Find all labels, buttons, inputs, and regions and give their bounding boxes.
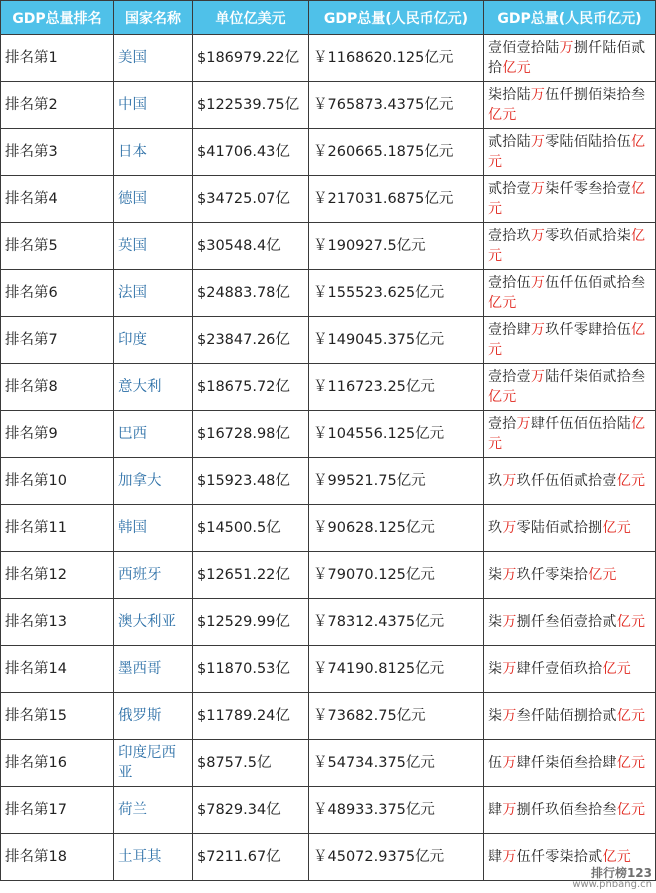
table-row [1,364,656,411]
cn-pre: 壹拾壹 [488,369,531,385]
rank-cell: 排名第17 [1,787,114,834]
cn-post: 捌仟玖佰叁拾叁 [516,802,617,818]
table-row [1,599,656,646]
cny-cell: ￥149045.375亿元 [309,317,484,364]
cny-cell: ￥79070.125亿元 [309,552,484,599]
usd-cell: $8757.5亿 [193,740,309,787]
yiyuan-suffix: 亿元 [616,708,646,724]
yiyuan-suffix: 亿元 [488,322,646,358]
wan-char: 万 [502,473,517,489]
table-row [1,129,656,176]
cn-post: 肆仟柒佰叁拾肆 [516,755,617,771]
yiyuan-suffix: 亿元 [616,755,646,771]
yiyuan-suffix: 亿元 [488,389,517,405]
country-cell: 澳大利亚 [114,599,193,646]
cny-chinese-cell [484,270,656,317]
country-cell: 西班牙 [114,552,193,599]
cny-chinese-cell [484,599,656,646]
cn-pre: 柒拾陆 [488,87,531,103]
country-cell: 中国 [114,82,193,129]
rank-cell: 排名第14 [1,646,114,693]
cny-cell: ￥217031.6875亿元 [309,176,484,223]
country-cell: 印度尼西亚 [114,740,193,787]
header-rank: GDP总量排名 [1,1,114,35]
rank-cell: 排名第6 [1,270,114,317]
country-cell: 土耳其 [114,834,193,881]
cn-post: 玖仟伍佰贰拾壹 [516,473,617,489]
yiyuan-suffix: 亿元 [488,134,646,170]
table-row [1,458,656,505]
usd-cell: $41706.43亿 [193,129,309,176]
cny-chinese-cell [484,82,656,129]
cn-pre: 壹拾伍 [488,275,531,291]
wan-char: 万 [530,369,546,385]
cny-cell: ￥190927.5亿元 [309,223,484,270]
wan-char: 万 [530,134,546,150]
wan-char: 万 [502,614,517,630]
country-cell: 美国 [114,35,193,82]
usd-cell: $11789.24亿 [193,693,309,740]
cny-chinese-cell [484,411,656,458]
table-row [1,834,656,881]
wan-char: 万 [502,755,517,771]
cny-cell: ￥155523.625亿元 [309,270,484,317]
cny-chinese-cell [484,364,656,411]
usd-cell: $16728.98亿 [193,411,309,458]
table-row [1,787,656,834]
rank-cell: 排名第16 [1,740,114,787]
rank-cell: 排名第10 [1,458,114,505]
usd-cell: $7829.34亿 [193,787,309,834]
cn-pre: 柒 [488,567,503,583]
wan-char: 万 [502,661,517,677]
wan-char: 万 [530,275,546,291]
cn-post: 伍仟捌佰柒拾叁 [545,87,646,103]
cny-chinese-cell [484,317,656,364]
cn-pre: 壹拾玖 [488,228,531,244]
rank-cell: 排名第12 [1,552,114,599]
header-cny-chinese: GDP总量(人民币亿元) [484,1,656,35]
cn-post: 肆仟壹佰玖拾 [516,661,603,677]
cny-cell: ￥45072.9375亿元 [309,834,484,881]
cny-cell: ￥48933.375亿元 [309,787,484,834]
table-row [1,176,656,223]
rank-cell: 排名第5 [1,223,114,270]
usd-cell: $18675.72亿 [193,364,309,411]
cny-cell: ￥78312.4375亿元 [309,599,484,646]
cn-pre: 壹拾 [488,416,517,432]
usd-cell: $122539.75亿 [193,82,309,129]
cn-post: 肆仟伍佰伍拾陆 [530,416,632,432]
wan-char: 万 [530,228,546,244]
yiyuan-suffix: 亿元 [488,228,646,264]
usd-cell: $30548.4亿 [193,223,309,270]
wan-char: 万 [502,520,517,536]
country-cell: 德国 [114,176,193,223]
rank-cell: 排名第11 [1,505,114,552]
table-row [1,317,656,364]
wan-char: 万 [502,567,517,583]
cn-pre: 壹佰壹拾陆 [488,40,560,56]
wan-char: 万 [530,322,546,338]
cny-cell: ￥1168620.125亿元 [309,35,484,82]
cn-post: 捌仟叁佰壹拾贰 [516,614,617,630]
cny-chinese-cell [484,35,656,82]
table-row [1,35,656,82]
cn-pre: 玖 [488,473,503,489]
wan-char: 万 [530,181,546,197]
header-country: 国家名称 [114,1,193,35]
rank-cell: 排名第15 [1,693,114,740]
rank-cell: 排名第4 [1,176,114,223]
watermark-url: www.phbang.cn [572,879,652,890]
table-row [1,270,656,317]
yiyuan-suffix: 亿元 [602,849,632,865]
country-cell: 英国 [114,223,193,270]
usd-cell: $34725.07亿 [193,176,309,223]
yiyuan-suffix: 亿元 [488,181,646,217]
yiyuan-suffix: 亿元 [488,295,517,311]
cny-chinese-cell [484,458,656,505]
cny-cell: ￥116723.25亿元 [309,364,484,411]
country-cell: 墨西哥 [114,646,193,693]
cny-chinese-cell [484,740,656,787]
rank-cell: 排名第7 [1,317,114,364]
cn-post: 伍仟伍佰贰拾叁 [545,275,646,291]
cny-chinese-cell [484,223,656,270]
table-row [1,552,656,599]
yiyuan-suffix: 亿元 [502,60,531,76]
cn-pre: 肆 [488,849,503,865]
country-cell: 日本 [114,129,193,176]
header-usd: 单位亿美元 [193,1,309,35]
cny-chinese-cell [484,693,656,740]
cny-cell: ￥260665.1875亿元 [309,129,484,176]
cny-cell: ￥74190.8125亿元 [309,646,484,693]
country-cell: 意大利 [114,364,193,411]
country-cell: 印度 [114,317,193,364]
cny-chinese-cell [484,552,656,599]
country-cell: 加拿大 [114,458,193,505]
cn-pre: 贰拾陆 [488,134,531,150]
usd-cell: $11870.53亿 [193,646,309,693]
rank-cell: 排名第8 [1,364,114,411]
cny-chinese-cell [484,646,656,693]
cn-pre: 伍 [488,755,503,771]
wan-char: 万 [502,802,517,818]
watermark-logo: 排行榜123 [590,866,652,880]
table-row [1,646,656,693]
cny-cell: ￥54734.375亿元 [309,740,484,787]
yiyuan-suffix: 亿元 [616,473,646,489]
cn-post: 玖仟零柒拾 [516,567,589,583]
cn-post: 零陆佰陆拾伍 [545,134,632,150]
yiyuan-suffix: 亿元 [616,614,646,630]
cn-pre: 柒 [488,614,503,630]
cny-chinese-cell [484,176,656,223]
country-cell: 荷兰 [114,787,193,834]
cny-chinese-cell [484,129,656,176]
rank-cell: 排名第9 [1,411,114,458]
usd-cell: $14500.5亿 [193,505,309,552]
table-row [1,411,656,458]
yiyuan-suffix: 亿元 [588,567,617,583]
usd-cell: $186979.22亿 [193,35,309,82]
table-row [1,505,656,552]
cny-cell: ￥73682.75亿元 [309,693,484,740]
usd-cell: $12651.22亿 [193,552,309,599]
yiyuan-suffix: 亿元 [602,520,632,536]
table-row [1,82,656,129]
country-cell: 俄罗斯 [114,693,193,740]
yiyuan-suffix: 亿元 [488,107,517,123]
wan-char: 万 [502,708,517,724]
header-row [1,1,656,35]
cn-post: 玖仟零肆拾伍 [545,322,632,338]
cny-cell: ￥104556.125亿元 [309,411,484,458]
header-cny: GDP总量(人民币亿元) [309,1,484,35]
wan-char: 万 [516,416,531,432]
rank-cell: 排名第1 [1,35,114,82]
yiyuan-suffix: 亿元 [602,661,632,677]
cny-cell: ￥90628.125亿元 [309,505,484,552]
yiyuan-suffix: 亿元 [488,416,646,452]
cn-post: 叁仟陆佰捌拾贰 [516,708,617,724]
usd-cell: $12529.99亿 [193,599,309,646]
cn-post: 零玖佰贰拾柒 [545,228,632,244]
wan-char: 万 [530,87,546,103]
cn-pre: 贰拾壹 [488,181,531,197]
cny-cell: ￥99521.75亿元 [309,458,484,505]
table-row [1,693,656,740]
table-row [1,223,656,270]
cn-pre: 柒 [488,708,503,724]
cn-pre: 柒 [488,661,503,677]
cn-pre: 壹拾肆 [488,322,531,338]
yiyuan-suffix: 亿元 [616,802,646,818]
rank-cell: 排名第2 [1,82,114,129]
cn-post: 伍仟零柒拾贰 [516,849,603,865]
cn-post: 陆仟柒佰贰拾叁 [545,369,646,385]
usd-cell: $7211.67亿 [193,834,309,881]
wan-char: 万 [502,849,517,865]
country-cell: 法国 [114,270,193,317]
country-cell: 巴西 [114,411,193,458]
usd-cell: $15923.48亿 [193,458,309,505]
watermark [572,867,652,891]
cny-cell: ￥765873.4375亿元 [309,82,484,129]
country-cell: 韩国 [114,505,193,552]
cn-pre: 玖 [488,520,503,536]
table-row [1,740,656,787]
cn-post: 零陆佰贰拾捌 [516,520,603,536]
rank-cell: 排名第3 [1,129,114,176]
cn-post: 柒仟零叁拾壹 [545,181,632,197]
rank-cell: 排名第18 [1,834,114,881]
usd-cell: $23847.26亿 [193,317,309,364]
cn-pre: 肆 [488,802,503,818]
wan-char: 万 [559,40,574,56]
cn-post: 捌仟陆佰贰拾 [488,40,646,76]
rank-cell: 排名第13 [1,599,114,646]
usd-cell: $24883.78亿 [193,270,309,317]
cny-chinese-cell [484,787,656,834]
cny-chinese-cell [484,505,656,552]
